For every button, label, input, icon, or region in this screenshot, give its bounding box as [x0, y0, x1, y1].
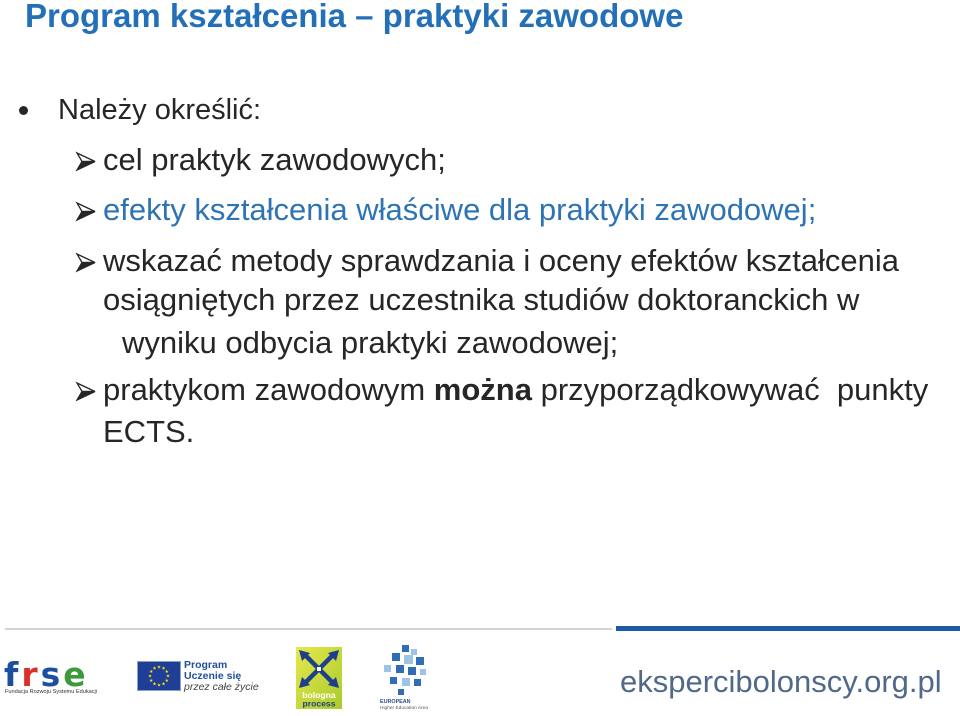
list-item-ects-line-2: ECTS.	[103, 414, 195, 449]
frse-letter: s	[40, 655, 64, 694]
ehea-square	[384, 665, 391, 672]
list-item-methods-line-3: wyniku odbycia praktyki zawodowej;	[122, 325, 619, 360]
ehea-square	[402, 678, 410, 686]
ects-emphasis: można	[433, 372, 532, 407]
list-item-goal: cel praktyk zawodowych;	[103, 142, 446, 177]
bologna-logo-line-2: process	[302, 698, 336, 709]
ehea-logo	[378, 643, 434, 711]
arrow-face-top	[77, 254, 95, 263]
ehea-square	[414, 679, 421, 686]
llp-logo-text	[184, 660, 259, 693]
eu-flag-icon	[137, 661, 181, 691]
intro-text: Należy określić:	[58, 94, 262, 126]
llp-logo-line-2: Uczenie się	[184, 670, 242, 682]
website-url: ekspercibolonscy.org.pl	[620, 664, 942, 699]
ehea-square	[408, 667, 416, 675]
llp-logo-line-3: przez całe życie	[184, 681, 259, 693]
list-item-methods-line-2: osiągniętych przez uczestnika studiów doktoranckich w	[103, 282, 860, 317]
list-item-outcomes: efekty kształcenia właściwe dla praktyki zawodowej;	[103, 192, 817, 227]
ehea-square	[420, 669, 426, 675]
ects-text-before: praktykom zawodowym	[103, 372, 434, 407]
ehea-square	[402, 645, 409, 652]
bologna-process-logo	[296, 647, 342, 709]
arrow-face-bottom	[77, 212, 95, 221]
list-item-methods-line-1: wskazać metody sprawdzania i oceny efektów kształcenia	[103, 243, 900, 278]
llp-logo-line-1: Program	[184, 659, 228, 671]
frse-logo	[4, 656, 100, 698]
list-item-ects-line-1	[103, 370, 928, 410]
arrow-face-top	[77, 203, 95, 212]
footer-accent-bar	[616, 626, 960, 631]
ehea-square	[411, 649, 417, 655]
ehea-square	[404, 655, 413, 664]
bullet-dot-icon	[19, 106, 28, 115]
frse-letter: f	[4, 655, 22, 694]
arrow-bullet-icon	[76, 202, 96, 221]
bologna-logo-line-1: bologna	[302, 690, 336, 700]
arrow-face-bottom	[77, 263, 95, 272]
slide-title: Program kształcenia – praktyki zawodowe	[25, 0, 684, 34]
arrow-bullet-icon	[76, 253, 96, 272]
footer-rule	[5, 628, 612, 630]
ehea-square	[390, 677, 397, 684]
arrow-face-top	[77, 383, 95, 392]
ects-text-after: przyporządkowywać punkty	[531, 372, 929, 407]
frse-letter: e	[63, 655, 89, 694]
arrow-bullet-icon	[76, 382, 96, 401]
ehea-logo-line-2: Higher Education Area	[380, 706, 428, 711]
arrow-face-bottom	[77, 162, 95, 171]
ehea-square	[396, 665, 404, 673]
arrow-face-bottom	[77, 392, 95, 401]
ehea-square	[392, 653, 400, 661]
ehea-square	[416, 657, 424, 665]
ehea-square	[398, 689, 404, 695]
frse-logo-caption: Fundacja Rozwoju Systemu Edukacji	[5, 689, 98, 695]
arrow-bullet-icon	[76, 152, 96, 171]
arrow-face-top	[77, 153, 95, 162]
frse-letter: r	[21, 655, 41, 694]
bologna-logo-center	[317, 667, 321, 671]
ehea-logo-line-1: EUROPEAN	[380, 699, 411, 705]
